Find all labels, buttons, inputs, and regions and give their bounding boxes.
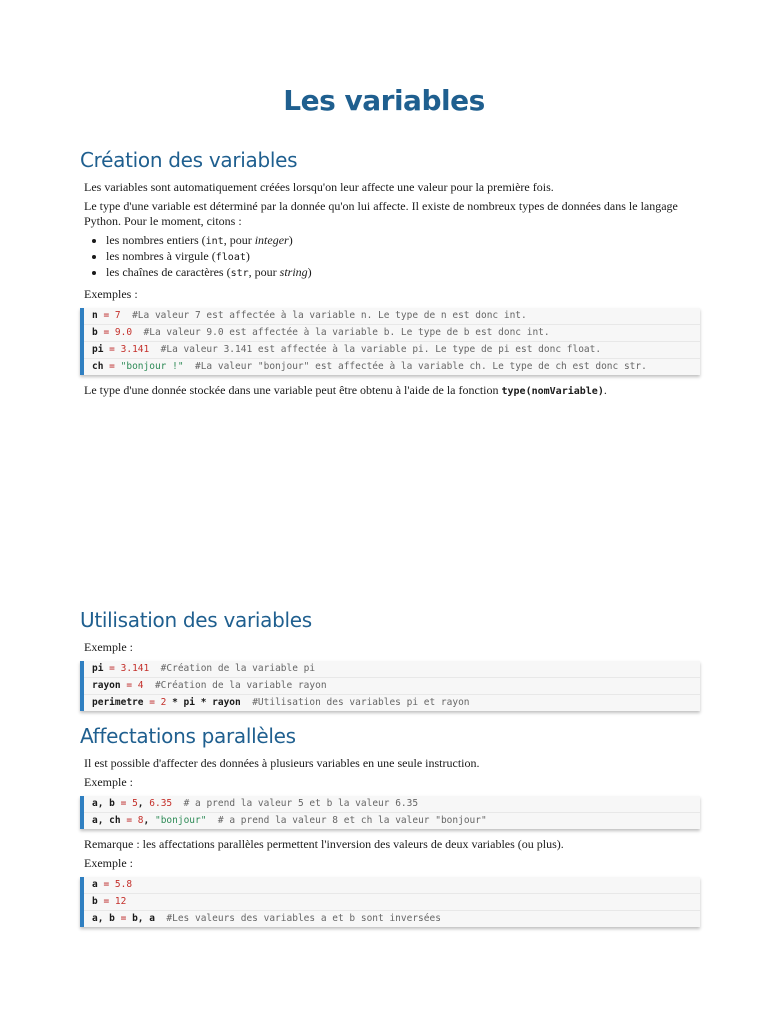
paragraph: Les variables sont automatiquement créées lorsqu'on leur affecte une valeur pour la première fois. bbox=[84, 180, 554, 194]
code-line: perimetre = 2 * pi * rayon #Utilisation des variables pi et rayon bbox=[92, 697, 470, 708]
code-line: b = 12 bbox=[84, 894, 700, 911]
list-item: • les nombres entiers (int, pour integer) bbox=[106, 233, 700, 249]
type-list bbox=[80, 233, 700, 281]
code-block bbox=[80, 877, 700, 927]
example-label: Exemple : bbox=[84, 640, 133, 654]
paragraph: Le type d'une donnée stockée dans une variable peut être obtenu à l'aide de la fonction type(nomVariable). bbox=[84, 383, 607, 397]
code-line: a, b = 5, 6.35 # a prend la valeur 5 et b la valeur 6.35 bbox=[84, 796, 700, 813]
list-item: • les chaînes de caractères (str, pour string) bbox=[106, 265, 700, 281]
section-heading: Affectations parallèles bbox=[80, 724, 296, 748]
paragraph: Le type d'une variable est déterminé par la donnée qu'on lui affecte. Il existe de nombreux types de données dans le langage Python. Pour le moment, citons : bbox=[84, 199, 678, 228]
examples-label: Exemples : bbox=[84, 287, 138, 301]
code-line: a, ch = 8, "bonjour" # a prend la valeur 8 et ch la valeur "bonjour" bbox=[92, 815, 487, 826]
section-utilisation bbox=[80, 608, 700, 719]
section-heading: Création des variables bbox=[80, 148, 298, 172]
list-item: • les nombres à virgule (float) bbox=[106, 249, 700, 265]
section-creation bbox=[80, 148, 700, 403]
code-line: a, b = b, a #Les valeurs des variables a et b sont inversées bbox=[92, 913, 441, 924]
code-line: pi = 3.141 #La valeur 3.141 est affectée à la variable pi. Le type de pi est donc float. bbox=[84, 342, 700, 359]
code-line: rayon = 4 #Création de la variable rayon bbox=[84, 678, 700, 695]
code-line: b = 9.0 #La valeur 9.0 est affectée à la variable b. Le type de b est donc int. bbox=[84, 325, 700, 342]
section-affectations bbox=[80, 724, 700, 935]
page-title: Les variables bbox=[283, 84, 485, 117]
section-heading: Utilisation des variables bbox=[80, 608, 312, 632]
remark: Remarque : les affectations parallèles permettent l'inversion des valeurs de deux variables (ou plus). bbox=[84, 837, 564, 851]
example-label: Exemple : bbox=[84, 856, 133, 870]
code-block bbox=[80, 661, 700, 711]
code-line: pi = 3.141 #Création de la variable pi bbox=[84, 661, 700, 678]
code-block bbox=[80, 796, 700, 829]
paragraph: Il est possible d'affecter des données à plusieurs variables en une seule instruction. bbox=[84, 756, 480, 770]
code-line: a = 5.8 bbox=[84, 877, 700, 894]
code-block bbox=[80, 308, 700, 375]
example-label: Exemple : bbox=[84, 775, 133, 789]
code-line: n = 7 #La valeur 7 est affectée à la variable n. Le type de n est donc int. bbox=[84, 308, 700, 325]
code-line: ch = "bonjour !" #La valeur "bonjour" est affectée à la variable ch. Le type de ch est donc str. bbox=[92, 361, 647, 372]
